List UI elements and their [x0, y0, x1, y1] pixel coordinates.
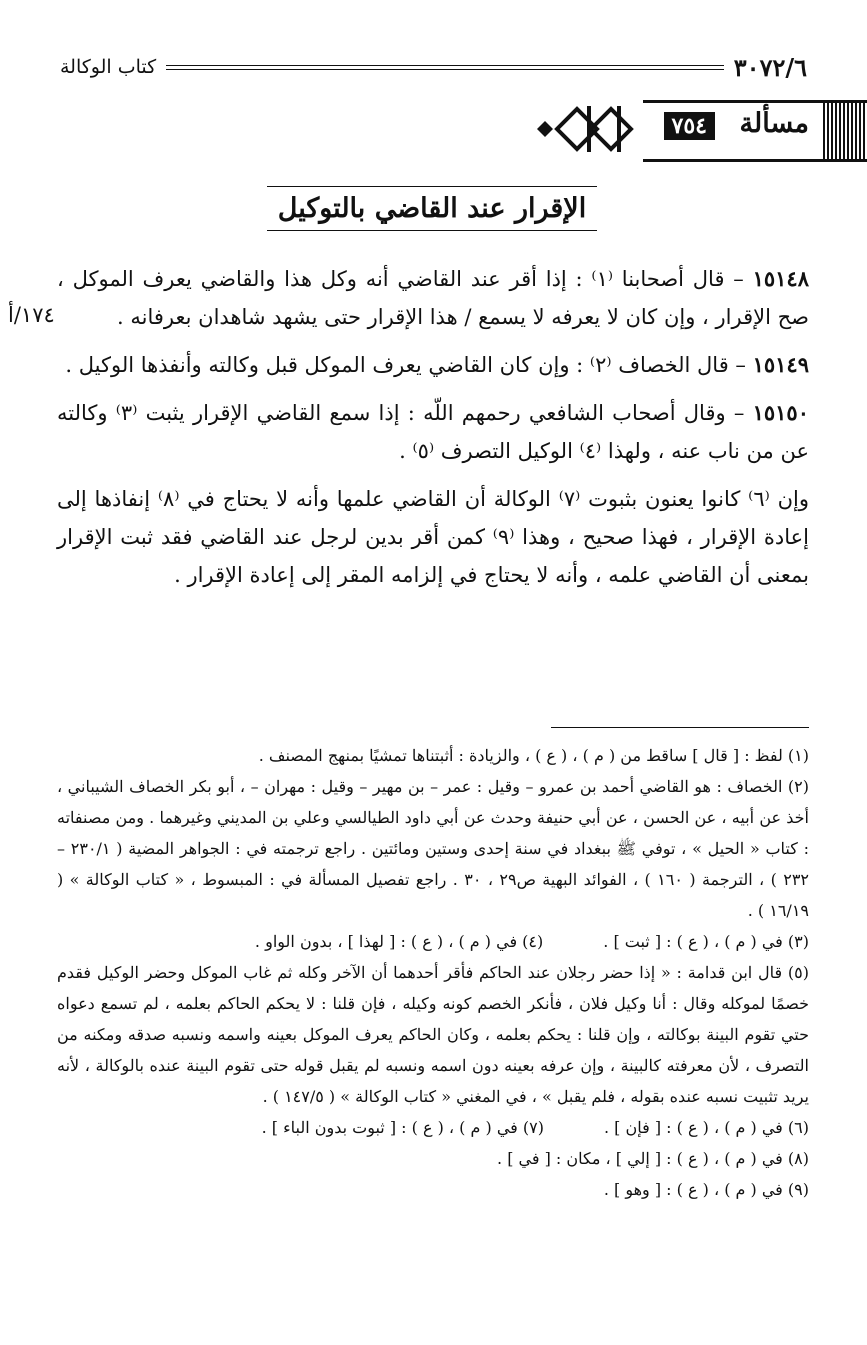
paragraph-text: – قال أصحابنا ⁽١⁾ : إذا أقر عند القاضي أنه وكل هذا والقاضي يعرف الموكل ، صح الإقرار ، وإن كان لا يعرفه لا يسمع / هذا الإقرار حتى يشهد شاهدان بعرفانه .: [57, 267, 809, 329]
book-title: كتاب الوكالة: [60, 56, 157, 78]
paragraph-text: – وقال أصحاب الشافعي رحمهم اللّه : إذا سمع القاضي الإقرار يثبت ⁽٣⁾ وكالته عن من ناب عنه ، ولهذا ⁽٤⁾ الوكيل التصرف ⁽٥⁾ .: [57, 401, 809, 463]
running-header: [60, 52, 807, 82]
footnote: (٥) قال ابن قدامة : « إذا حضر رجلان عند الحاكم فأقر أحدهما أن الآخر وكله ثم غاب الموكل وحضر الوكيل فقدم خصمًا لموكله وقال : أنا وكيل فلان ، فأنكر الخصم كونه وكيله ، فإن قلنا : لا يحكم الحاكم بعلمه ، لم تسمع دعواه حتي تقوم البينة بوكالته ، وإن قلنا : يحكم بعلمه ، وكان الحاكم يعرف الموكل بعينه واسمه ونسبه صدقه ومكنه من التصرف ، لأن معرفته كالبينة ، وإن عرفه بعينه دون اسمه ونسبه لم يقبل قوله حتى تقوم البينة عنده بالوكالة ، لأنه يريد تثبيت نسبه عنده بقوله ، فلم يقبل » ، في المغني « كتاب الوكالة » ( ١٤٧/٥ ) .: [57, 963, 809, 1106]
page-reference: ٣٠٧٢/٦: [733, 52, 807, 82]
footnote-row: [57, 1112, 809, 1143]
issue-number: ٧٥٤: [664, 112, 715, 140]
margin-folio-note: ١٧٤/أ: [8, 303, 55, 327]
header-rule: [166, 65, 724, 70]
footnote: (١) لفظ : [ قال ] ساقط من ( م ) ، ( ع ) ، والزيادة : أثبتناها تمشيًا بمنهج المصنف .: [258, 746, 809, 765]
chapter-title: الإقرار عند القاضي بالتوكيل: [267, 186, 597, 231]
footnote: (٧) في ( م ) ، ( ع ) : [ ثبوت بدون الباء ] .: [261, 1118, 544, 1137]
footnote: (٨) في ( م ) ، ( ع ) : [ إلي ] ، مكان : [ في ] .: [497, 1149, 809, 1168]
footnote: (٢) الخصاف : هو القاضي أحمد بن عمرو – وقيل : عمر – بن مهير – وقيل : مهران – ، أبو بكر الخصاف الشيباني ، أخذ عن أبيه ، عن الحسن ، عن أبي حنيفة وحدث عن أبي داود الطيالسي وعلي بن المديني وغيرهما . ومن مصنفاته : كتاب « الحيل » ، توفي ﷺ ببغداد في سنة إحدى وستين ومائتين . راجع ترجمته في : الجواهر المضية ( ٢٣٠/١ – ٢٣٢ ) ، الترجمة ( ١٦٠ ) ، الفوائد البهية ص٢٩ ، ٣٠ . راجع تفصيل المسألة في : المبسوط ، « كتاب الوكالة » ( ١٦/١٩ ) .: [57, 777, 809, 920]
footnote-divider: [551, 727, 809, 728]
paragraph-text: وإن ⁽٦⁾ كانوا يعنون بثبوت ⁽٧⁾ الوكالة أن القاضي علمها وأنه لا يحتاج في ⁽٨⁾ إنفاذها إلى إعادة الإقرار ، فهذا صحيح ، وهذا ⁽٩⁾ كمن أقر بدين لرجل عند القاضي فقد ثبت الإقرار بمعنى أن القاضي علمه ، وأنه لا يحتاج في إلزامه المقر إلى إعادة الإقرار .: [57, 487, 809, 587]
footnote: (٦) في ( م ) ، ( ع ) : [ فإن ] .: [603, 1118, 809, 1137]
paragraph-number: ١٥١٥٠: [752, 400, 809, 425]
issue-label: مسألة: [739, 108, 809, 139]
paragraph: [57, 260, 809, 336]
main-text: [57, 260, 809, 604]
paragraph: [57, 480, 809, 594]
footnote: (٤) في ( م ) ، ( ع ) : [ لهذا ] ، بدون الواو .: [254, 932, 544, 951]
footnote: (٩) في ( م ) ، ( ع ) : [ وهو ] .: [603, 1180, 809, 1199]
footnotes: [57, 740, 809, 1205]
paragraph-text: – قال الخصاف ⁽٢⁾ : وإن كان القاضي يعرف الموكل قبل وكالته وأنفذها الوكيل .: [65, 353, 753, 377]
ornament-icon: [531, 98, 641, 160]
footnote-row: [57, 926, 809, 957]
paragraph-number: ١٥١٤٨: [752, 266, 809, 291]
paragraph: [57, 394, 809, 470]
paragraph: [57, 346, 809, 384]
stripe-decoration: [823, 103, 867, 159]
issue-banner: [347, 98, 867, 160]
footnote: (٣) في ( م ) ، ( ع ) : [ ثبت ] .: [603, 932, 809, 951]
paragraph-number: ١٥١٤٩: [752, 352, 809, 377]
